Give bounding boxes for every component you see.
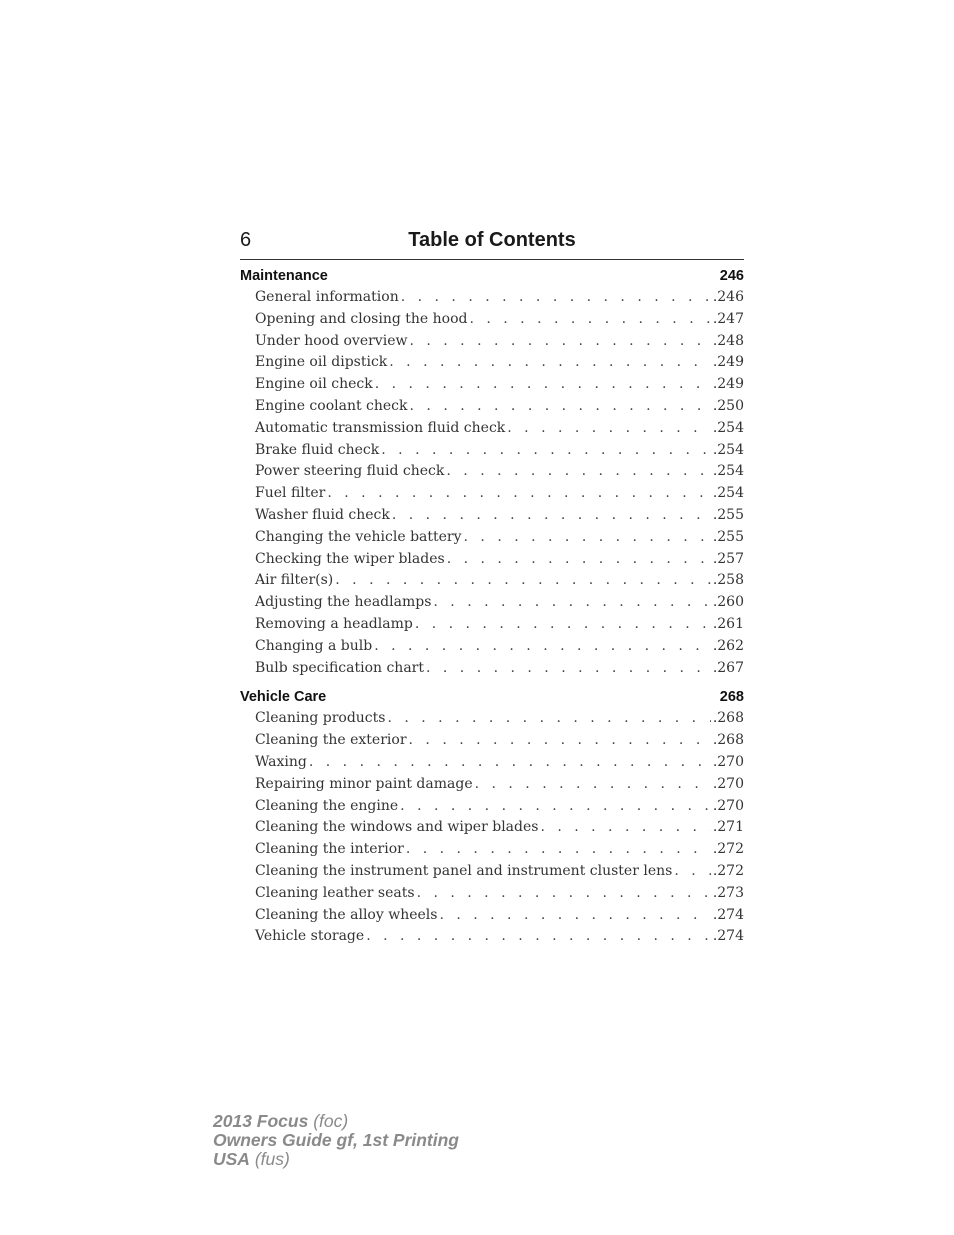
entry-title: Power steering fluid check [255,463,445,480]
dot-leader [447,549,711,571]
footer-region-code: (fus) [254,1149,290,1169]
entry-page-number: .254 [712,419,744,436]
toc-section-header[interactable] [240,266,744,287]
toc-entry[interactable] [240,752,744,774]
dot-leader [464,527,711,549]
entry-page-number: .271 [712,819,744,836]
toc-entry[interactable] [240,309,744,331]
section-title: Vehicle Care [240,689,327,706]
entry-title: Engine oil dipstick [255,354,388,371]
entry-title: Brake fluid check [255,441,380,458]
dot-leader [415,614,711,636]
toc-entry[interactable] [240,287,744,309]
entry-title: General information [255,289,399,305]
toc-entry[interactable] [240,331,744,353]
toc-entry[interactable] [240,418,744,440]
dot-leader [674,861,711,883]
toc-entry[interactable] [240,926,744,948]
entry-page-number: .270 [712,753,744,770]
entry-page-number: .268 [712,710,744,727]
toc-entry[interactable] [240,796,744,818]
toc-entry[interactable] [240,730,744,752]
toc-entry[interactable] [240,352,744,374]
entry-title: Air filter(s) [255,572,334,589]
toc-entry[interactable] [240,570,744,592]
toc-entry[interactable] [240,440,744,462]
entry-page-number: .249 [712,354,744,371]
entry-title: Under hood overview [255,332,408,349]
entry-title: Waxing [255,753,307,770]
page-number: 6 [240,229,252,251]
entry-page-number: .273 [712,884,744,901]
dot-leader [409,331,710,353]
dot-leader [409,730,711,752]
dot-leader [401,287,711,309]
dot-leader [439,905,710,927]
entry-page-number: .248 [712,332,744,349]
entry-title: Fuel filter [255,485,326,502]
dot-leader [309,752,711,774]
entry-page-number: .246 [712,289,744,305]
entry-page-number: .262 [712,637,744,654]
dot-leader [433,592,710,614]
entry-page-number: .261 [712,615,744,632]
footer-model-code: (foc) [313,1111,349,1131]
entry-title: Cleaning the interior [255,841,404,858]
entry-page-number: .255 [712,506,744,523]
entry-title: Removing a headlamp [255,615,413,632]
toc-entry[interactable] [240,658,744,680]
entry-title: Checking the wiper blades [255,550,445,567]
dot-leader [375,374,711,396]
toc-entry[interactable] [240,592,744,614]
footer-line-model [213,1112,459,1131]
entry-page-number: .267 [712,659,744,676]
dot-leader [327,483,710,505]
entry-page-number: .274 [712,928,744,945]
toc-entry[interactable] [240,839,744,861]
entry-title: Automatic transmission fluid check [255,419,506,436]
dot-leader [410,396,711,418]
entry-page-number: .270 [712,797,744,814]
toc-entry[interactable] [240,708,744,730]
footer-line-region [213,1150,459,1169]
entry-title: Adjusting the headlamps [255,594,432,611]
dot-leader [392,505,711,527]
toc-entry[interactable] [240,461,744,483]
entry-page-number: .270 [712,775,744,792]
entry-title: Changing a bulb [255,637,373,654]
dot-leader [540,817,710,839]
entry-title: Repairing minor paint damage [255,775,473,792]
dot-leader [335,570,711,592]
entry-title: Washer fluid check [255,506,390,523]
toc-section [240,687,744,948]
entry-title: Cleaning the exterior [255,732,407,749]
footer-guide: Owners Guide gf, 1st Printing [213,1130,459,1150]
dot-leader [417,883,711,905]
toc-entry[interactable] [240,505,744,527]
dot-leader [475,774,711,796]
dot-leader [389,352,711,374]
footer-line-guide [213,1131,459,1150]
entry-title: Changing the vehicle battery [255,528,462,545]
dot-leader [446,461,710,483]
entry-page-number: .272 [712,862,744,879]
dot-leader [426,658,711,680]
toc-entry[interactable] [240,483,744,505]
entry-page-number: .247 [712,310,744,327]
footer-model: 2013 Focus [213,1111,309,1131]
entry-title: Vehicle storage [255,928,365,945]
entry-page-number: .258 [712,572,744,589]
toc-entry[interactable] [240,905,744,927]
dot-leader [400,796,711,818]
entry-page-number: .257 [712,550,744,567]
toc-entry[interactable] [240,636,744,658]
toc-entry[interactable] [240,883,744,905]
section-title: Maintenance [240,268,328,284]
dot-leader [387,708,710,730]
entry-page-number: .254 [712,463,744,480]
toc-entry[interactable] [240,861,744,883]
page-header [240,229,744,260]
toc-entry[interactable] [240,549,744,571]
entry-title: Opening and closing the hood [255,310,468,327]
entry-title: Cleaning the engine [255,797,399,814]
document-footer [213,1112,459,1169]
footer-region: USA [213,1149,250,1169]
entry-page-number: .272 [712,841,744,858]
section-page-number: 246 [719,268,744,284]
entry-page-number: .260 [712,594,744,611]
dot-leader [366,926,711,948]
entry-title: Cleaning products [255,710,386,727]
dot-leader [469,309,710,331]
toc-entry[interactable] [240,396,744,418]
entry-page-number: .249 [712,376,744,393]
entry-title: Engine coolant check [255,397,408,414]
entry-page-number: .254 [712,485,744,502]
toc-entry[interactable] [240,817,744,839]
page-title: Table of Contents [408,229,576,251]
toc-section [240,266,744,679]
entry-title: Engine oil check [255,376,373,393]
dot-leader [507,418,711,440]
dot-leader [406,839,711,861]
entry-page-number: .255 [712,528,744,545]
toc-section-header[interactable] [240,687,744,708]
entry-page-number: .274 [712,906,744,923]
entry-title: Cleaning the instrument panel and instrument cluster lens [255,862,673,879]
entry-title: Cleaning leather seats [255,884,415,901]
dot-leader [374,636,711,658]
entry-title: Cleaning the alloy wheels [255,906,438,923]
entry-page-number: .268 [712,732,744,749]
dot-leader [381,440,711,462]
toc-entry[interactable] [240,614,744,636]
toc-entry[interactable] [240,527,744,549]
entry-page-number: .254 [712,441,744,458]
entry-title: Bulb specification chart [255,659,424,676]
toc-entry[interactable] [240,374,744,396]
entry-title: Cleaning the windows and wiper blades [255,819,539,836]
toc-entry[interactable] [240,774,744,796]
entry-page-number: .250 [712,397,744,414]
section-page-number: 268 [719,689,744,706]
table-of-contents [240,266,744,956]
